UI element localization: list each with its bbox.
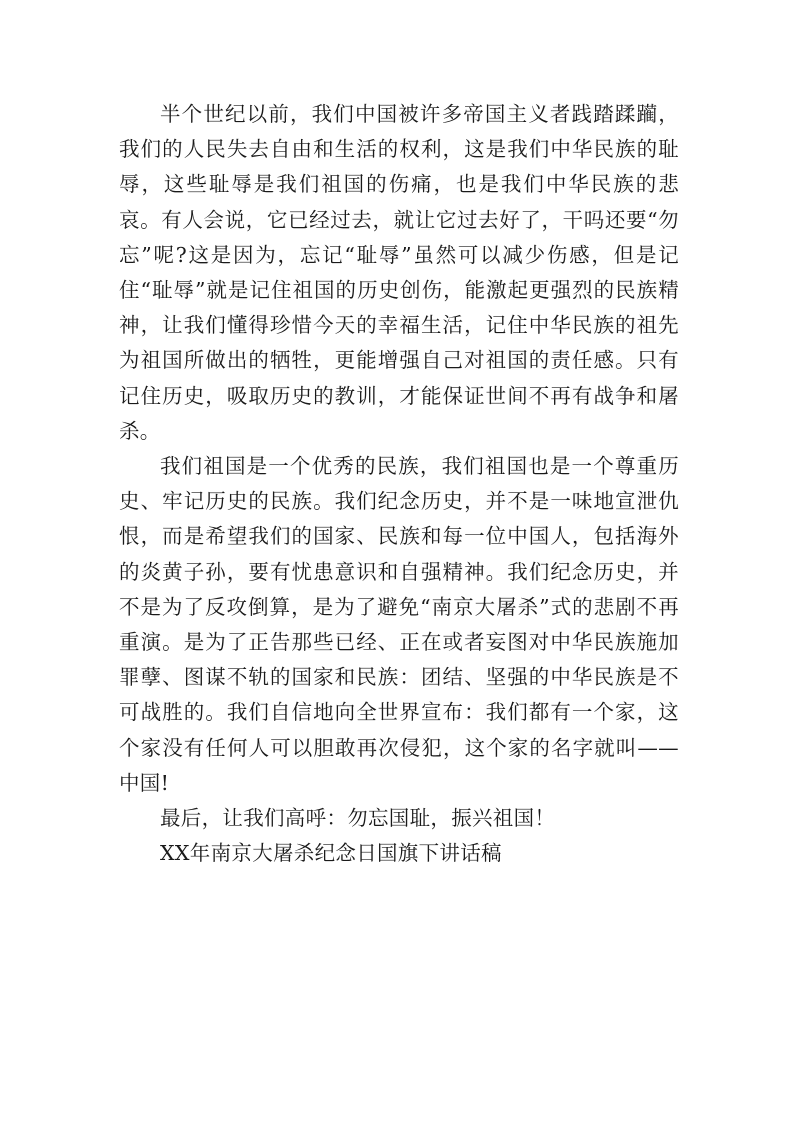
paragraph-remember-history: 我们祖国是一个优秀的民族，我们祖国也是一个尊重历史、牢记历史的民族。我们纪念历史，并不是一味地宣泄仇恨，而是希望我们的国家、民族和每一位中国人，包括海外的炎黄子孙，要有忧患意识和自强精神。我们纪念历史，并不是为了反攻倒算，是为了避免“南京大屠杀”式的悲剧不再重演。是为了正告那些已经、正在或者妄图对中华民族施加罪孽、图谋不轨的国家和民族：团结、坚强的中华民族是不可战胜的。我们自信地向全世界宣布：我们都有一个家，这个家没有任何人可以胆敢再次侵犯，这个家的名字就叫——中国! xyxy=(119,454,679,795)
document-body xyxy=(119,97,679,871)
paragraph-speech-title: XX年南京大屠杀纪念日国旗下讲话稿 xyxy=(160,841,502,866)
paragraph-closing-call: 最后，让我们高呼：勿忘国耻，振兴祖国！ xyxy=(160,806,556,831)
paragraph-history-shame: 半个世纪以前，我们中国被许多帝国主义者践踏蹂躏，我们的人民失去自由和生活的权利，这是我们中华民族的耻辱，这些耻辱是我们祖国的伤痛，也是我们中华民族的悲哀。有人会说，它已经过去，就让它过去好了，干吗还要“勿忘”呢?这是因为，忘记“耻辱”虽然可以减少伤感，但是记住“耻辱”就是记住祖国的历史创伤，能激起更强烈的民族精神，让我们懂得珍惜今天的幸福生活，记住中华民族的祖先为祖国所做出的牺牲，更能增强自己对祖国的责任感。只有记住历史，吸取历史的教训，才能保证世间不再有战争和屠杀。 xyxy=(119,102,679,443)
